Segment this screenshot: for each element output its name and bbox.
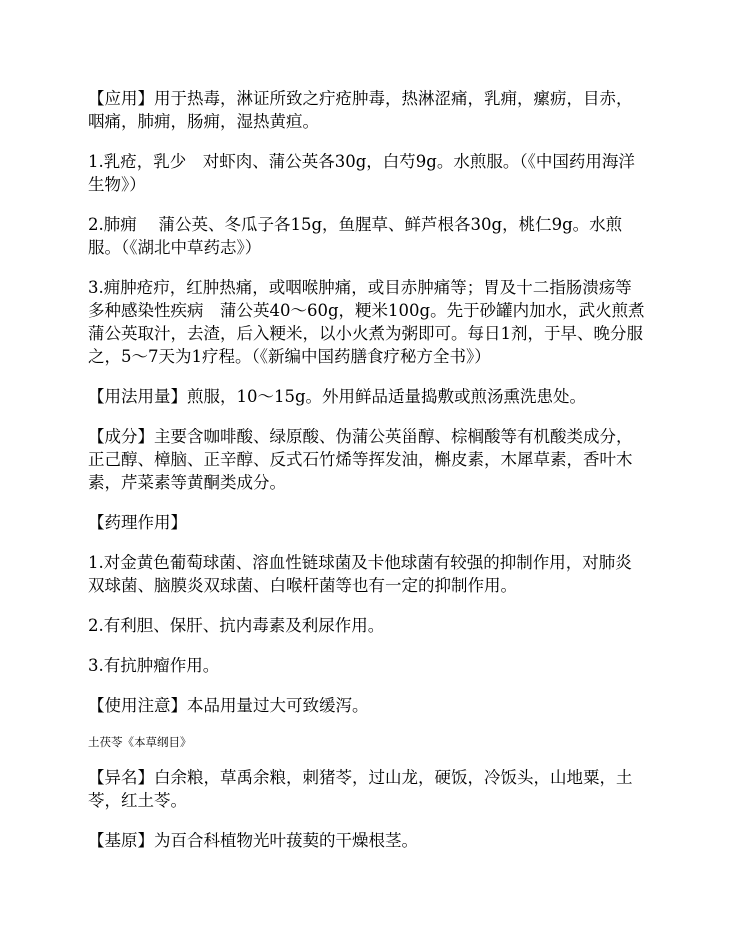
pharmacology-item-1: 1.对金黄色葡萄球菌、溶血性链球菌及卡他球菌有较强的抑制作用，对肺炎双球菌、脑膜炎双球菌、白喉杆菌等也有一定的抑制作用。 xyxy=(88,553,632,595)
document-page xyxy=(88,87,648,869)
usage-paragraph: 【应用】用于热毒，淋证所致之疔疮肿毒，热淋涩痛，乳痈，瘰疬，目赤，咽痛，肺痈，肠痈，湿热黄疸。 xyxy=(88,89,633,131)
precaution-paragraph: 【使用注意】本品用量过大可致缓泻。 xyxy=(88,696,369,715)
entry-title: 土茯苓《本草纲目》 xyxy=(88,735,192,749)
composition-paragraph: 【成分】主要含咖啡酸、绿原酸、伪蒲公英甾醇、棕榈酸等有机酸类成分，正己醇、樟脑、正辛醇、反式石竹烯等挥发油，槲皮素，木犀草素，香叶木素，芹菜素等黄酮类成分。 xyxy=(88,427,633,492)
remedy-3-paragraph: 3.痈肿疮疖，红肿热痛，或咽喉肿痛，或目赤肿痛等；胃及十二指肠溃疡等多种感染性疾病 蒲公英40～60g，粳米100g。先于砂罐内加水，武火煎煮蒲公英取汁，去渣，后入粳米，以小火煮为粥即可。每日1剂，于早、晚分服之，5～7天为1疗程。（《新编中国药膳食疗秘方全书》） xyxy=(88,278,645,366)
remedy-2-paragraph: 2.肺痈 蒲公英、冬瓜子各15g，鱼腥草、鲜芦根各30g，桃仁9g。水煎服。（《湖北中草药志》） xyxy=(88,215,623,257)
pharmacology-item-3: 3.有抗肿瘤作用。 xyxy=(88,656,220,675)
alias-paragraph: 【异名】白余粮，草禹余粮，刺猪苓，过山龙，硬饭，冷饭头，山地粟，土苓，红土苓。 xyxy=(88,768,633,810)
pharmacology-heading: 【药理作用】 xyxy=(88,513,187,532)
origin-paragraph: 【基原】为百合科植物光叶菝葜的干燥根茎。 xyxy=(88,831,418,850)
pharmacology-item-2: 2.有利胆、保肝、抗内毒素及利尿作用。 xyxy=(88,616,385,635)
dosage-paragraph: 【用法用量】煎服，10～15g。外用鲜品适量捣敷或煎汤熏洗患处。 xyxy=(88,387,587,406)
remedy-1-paragraph: 1.乳疮，乳少 对虾肉、蒲公英各30g，白芍9g。水煎服。（《中国药用海洋生物》） xyxy=(88,152,635,194)
